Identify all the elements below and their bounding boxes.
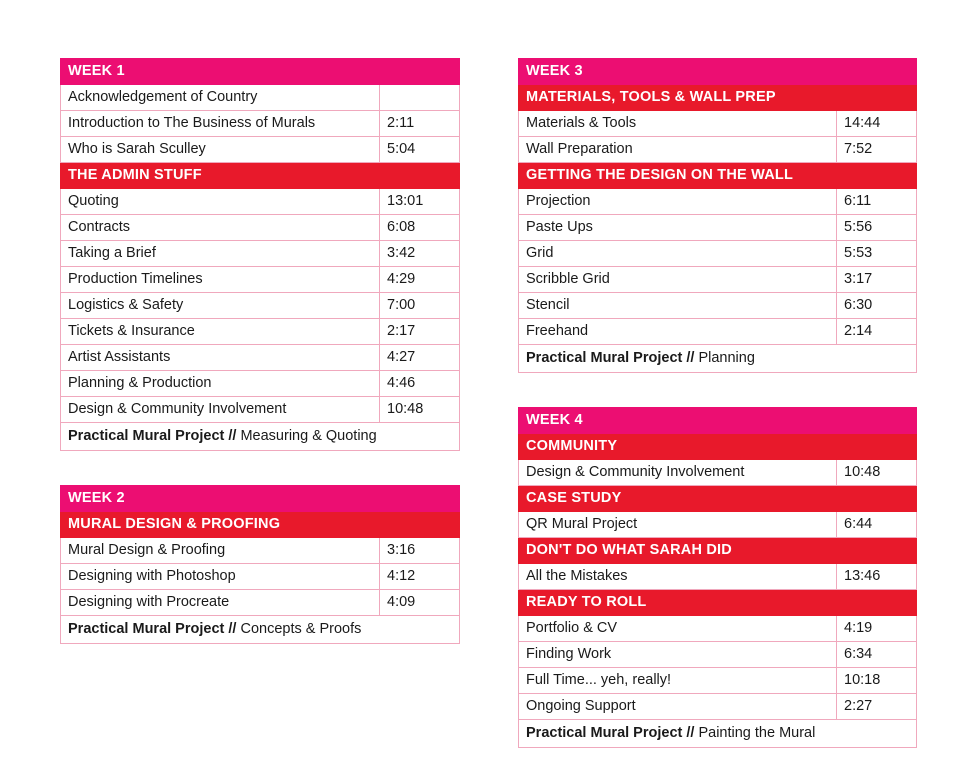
lesson-row [519,111,917,137]
project-row [519,720,917,748]
lesson-row [519,642,917,668]
lesson-title: Production Timelines [61,267,380,293]
week-table [60,58,460,451]
week-label: WEEK 2 [61,486,460,512]
project-title: Practical Mural Project // [68,428,237,444]
project-subtitle: Concepts & Proofs [236,621,362,637]
project-title: Practical Mural Project // [526,350,695,366]
lesson-row [61,397,460,423]
project-subtitle: Painting the Mural [694,725,816,741]
week-label: WEEK 3 [519,59,917,85]
lesson-title: Artist Assistants [61,345,380,371]
lesson-title: Stencil [519,293,837,319]
lesson-duration: 10:48 [837,460,917,486]
lesson-duration: 3:42 [380,241,460,267]
lesson-duration: 4:29 [380,267,460,293]
lesson-title: Designing with Procreate [61,590,380,616]
lesson-row [519,293,917,319]
week-header-row [61,486,460,512]
lesson-title: Freehand [519,319,837,345]
lesson-title: Tickets & Insurance [61,319,380,345]
lesson-title: Designing with Photoshop [61,564,380,590]
lesson-duration: 2:17 [380,319,460,345]
lesson-duration: 4:09 [380,590,460,616]
left-column [60,58,460,678]
lesson-duration: 14:44 [837,111,917,137]
lesson-row [519,694,917,720]
lesson-duration: 2:27 [837,694,917,720]
lesson-row [61,371,460,397]
lesson-duration: 5:53 [837,241,917,267]
section-label: MURAL DESIGN & PROOFING [61,512,460,538]
section-label: GETTING THE DESIGN ON THE WALL [519,163,917,189]
lesson-duration: 6:11 [837,189,917,215]
lesson-duration: 10:18 [837,668,917,694]
lesson-row [519,668,917,694]
lesson-title: Who is Sarah Sculley [61,137,380,163]
lesson-row [61,293,460,319]
lesson-row [519,137,917,163]
week-label: WEEK 1 [61,59,460,85]
lesson-row [61,590,460,616]
section-label: READY TO ROLL [519,590,917,616]
lesson-duration: 4:12 [380,564,460,590]
lesson-title: Contracts [61,215,380,241]
section-header-row [519,590,917,616]
lesson-row [519,319,917,345]
lesson-title: Grid [519,241,837,267]
project-label [519,345,917,373]
lesson-duration: 4:27 [380,345,460,371]
project-title: Practical Mural Project // [68,621,237,637]
lesson-title: Wall Preparation [519,137,837,163]
lesson-title: Full Time... yeh, really! [519,668,837,694]
lesson-duration: 3:16 [380,538,460,564]
section-header-row [519,85,917,111]
project-row [61,423,460,451]
lesson-row [61,85,460,111]
lesson-row [519,616,917,642]
week-table [518,407,917,748]
section-header-row [61,163,460,189]
lesson-duration: 6:30 [837,293,917,319]
lesson-row [519,267,917,293]
lesson-title: Quoting [61,189,380,215]
lesson-row [519,564,917,590]
lesson-title: QR Mural Project [519,512,837,538]
section-header-row [61,512,460,538]
project-label [61,423,460,451]
lesson-duration: 2:11 [380,111,460,137]
lesson-duration: 2:14 [837,319,917,345]
lesson-duration: 13:01 [380,189,460,215]
section-header-row [519,486,917,512]
project-row [519,345,917,373]
lesson-duration: 4:19 [837,616,917,642]
lesson-title: Acknowledgement of Country [61,85,380,111]
lesson-duration: 5:56 [837,215,917,241]
lesson-row [519,189,917,215]
section-header-row [519,538,917,564]
lesson-title: Logistics & Safety [61,293,380,319]
week-label: WEEK 4 [519,408,917,434]
lesson-row [61,345,460,371]
section-label: MATERIALS, TOOLS & WALL PREP [519,85,917,111]
lesson-duration: 13:46 [837,564,917,590]
section-label: THE ADMIN STUFF [61,163,460,189]
week-header-row [61,59,460,85]
section-header-row [519,434,917,460]
lesson-row [61,241,460,267]
lesson-title: Taking a Brief [61,241,380,267]
project-subtitle: Planning [694,350,755,366]
lesson-row [61,137,460,163]
lesson-duration: 10:48 [380,397,460,423]
project-title: Practical Mural Project // [526,725,695,741]
lesson-duration: 3:17 [837,267,917,293]
lesson-title: Scribble Grid [519,267,837,293]
lesson-title: Design & Community Involvement [61,397,380,423]
lesson-duration: 7:00 [380,293,460,319]
project-subtitle: Measuring & Quoting [236,428,377,444]
section-label: DON'T DO WHAT SARAH DID [519,538,917,564]
lesson-title: Planning & Production [61,371,380,397]
lesson-title: Mural Design & Proofing [61,538,380,564]
lesson-row [519,215,917,241]
week-table [518,58,917,373]
week-header-row [519,59,917,85]
lesson-row [519,460,917,486]
lesson-row [61,538,460,564]
lesson-duration: 7:52 [837,137,917,163]
project-row [61,616,460,644]
lesson-row [61,319,460,345]
lesson-row [61,215,460,241]
lesson-row [61,111,460,137]
lesson-duration [380,85,460,111]
week-header-row [519,408,917,434]
lesson-duration: 6:44 [837,512,917,538]
project-label [519,720,917,748]
right-column [518,58,917,782]
project-label [61,616,460,644]
lesson-title: All the Mistakes [519,564,837,590]
lesson-row [519,241,917,267]
lesson-title: Materials & Tools [519,111,837,137]
lesson-title: Design & Community Involvement [519,460,837,486]
lesson-duration: 4:46 [380,371,460,397]
lesson-duration: 6:08 [380,215,460,241]
lesson-title: Projection [519,189,837,215]
section-label: CASE STUDY [519,486,917,512]
lesson-title: Finding Work [519,642,837,668]
lesson-duration: 6:34 [837,642,917,668]
lesson-row [61,189,460,215]
lesson-row [61,564,460,590]
lesson-title: Portfolio & CV [519,616,837,642]
lesson-title: Paste Ups [519,215,837,241]
week-table [60,485,460,644]
lesson-title: Introduction to The Business of Murals [61,111,380,137]
section-label: COMMUNITY [519,434,917,460]
lesson-title: Ongoing Support [519,694,837,720]
section-header-row [519,163,917,189]
lesson-row [61,267,460,293]
lesson-row [519,512,917,538]
lesson-duration: 5:04 [380,137,460,163]
